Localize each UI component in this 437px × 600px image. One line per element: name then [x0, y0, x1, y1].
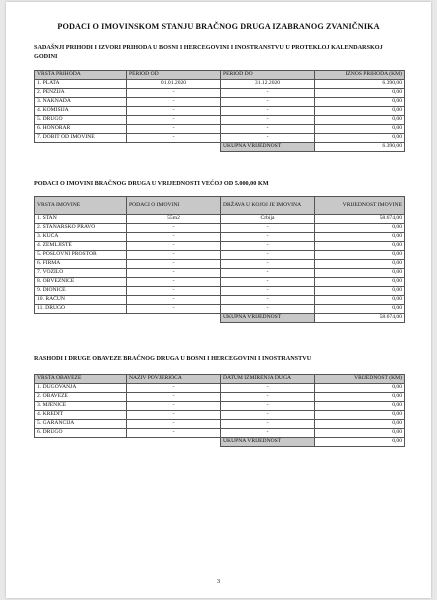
row-label: 7. VOZILO — [35, 269, 127, 278]
table-row — [35, 125, 405, 134]
property-table — [34, 196, 405, 323]
table-row — [35, 420, 405, 429]
column-header: PERIOD OD — [127, 71, 221, 80]
row-label: 5. POSLOVNI PROSTOR — [35, 251, 127, 260]
income-table — [34, 70, 405, 152]
property-value: 0,00 — [315, 287, 405, 296]
table-row — [35, 233, 405, 242]
column-header: NAZIV POVJERIOCA — [127, 375, 221, 384]
amount: 0,00 — [315, 116, 405, 125]
period-from: - — [127, 98, 221, 107]
table-row — [35, 402, 405, 411]
column-header: PODACI O IMOVINI — [127, 197, 221, 215]
property-value: 0,00 — [315, 278, 405, 287]
creditor-name: - — [127, 429, 221, 438]
property-country: - — [221, 251, 315, 260]
settlement-date: - — [221, 420, 315, 429]
expenses-table — [34, 374, 405, 447]
property-country: - — [221, 260, 315, 269]
table-row — [35, 251, 405, 260]
creditor-name: - — [127, 420, 221, 429]
row-label: 3. KUĆA — [35, 233, 127, 242]
page-number: 3 — [216, 578, 221, 585]
property-country: - — [221, 296, 315, 305]
expenses-heading: RASHODI I DRUGE OBAVEZE BRAČNOG DRUGA U BOSNI I HERCEGOVINI I INOSTRANSTVU — [34, 355, 312, 362]
settlement-date: - — [221, 393, 315, 402]
table-row — [35, 134, 405, 143]
table-row — [35, 107, 405, 116]
period-to: - — [221, 134, 315, 143]
property-details: - — [127, 251, 221, 260]
table-row — [35, 98, 405, 107]
property-country: - — [221, 269, 315, 278]
property-details: - — [127, 305, 221, 314]
period-from: - — [127, 89, 221, 98]
obligation-value: 0,00 — [315, 429, 405, 438]
obligation-value: 0,00 — [315, 393, 405, 402]
row-label: 9. DIONICE — [35, 287, 127, 296]
column-header: VRIJEDNOST (KM) — [315, 375, 405, 384]
row-label: 1. STAN — [35, 215, 127, 224]
property-value: 0,00 — [315, 224, 405, 233]
column-header: VRSTA OBAVEZE — [35, 375, 127, 384]
total-row — [35, 438, 405, 447]
table-row — [35, 89, 405, 98]
property-details: - — [127, 260, 221, 269]
row-label: 4. KOMISIJA — [35, 107, 127, 116]
property-country: Crbija — [221, 215, 315, 224]
property-country: - — [221, 233, 315, 242]
creditor-name: - — [127, 384, 221, 393]
amount: 6.390,00 — [315, 80, 405, 89]
row-label: 2. OBAVEZE — [35, 393, 127, 402]
property-value: 0,00 — [315, 242, 405, 251]
total-label: UKUPNA VRIJEDNOST — [221, 438, 315, 447]
total-row — [35, 143, 405, 152]
column-header: DATUM IZMIRENJA DUGA — [221, 375, 315, 384]
table-row — [35, 429, 405, 438]
total-value: 6.390,00 — [315, 143, 405, 152]
period-from: - — [127, 125, 221, 134]
property-heading: PODACI O IMOVINI BRAČNOG DRUGA U VRIJEDNOSTI VEĆOJ OD 5.000,00 KM — [34, 180, 269, 187]
period-to: - — [221, 107, 315, 116]
period-from: - — [127, 134, 221, 143]
property-details: - — [127, 296, 221, 305]
obligation-value: 0,00 — [315, 411, 405, 420]
settlement-date: - — [221, 384, 315, 393]
row-label: 2. PENZIJA — [35, 89, 127, 98]
total-label: UKUPNA VRIJEDNOST — [221, 143, 315, 152]
property-value: 0,00 — [315, 269, 405, 278]
property-details: - — [127, 233, 221, 242]
table-row — [35, 260, 405, 269]
period-from: 01.01.2020 — [127, 80, 221, 89]
page-title: PODACI O IMOVINSKOM STANJU BRAČNOG DRUGA IZABRANOG ZVANIČNIKA — [57, 22, 380, 31]
table-row — [35, 287, 405, 296]
total-label: UKUPNA VRIJEDNOST — [221, 314, 315, 323]
table-row — [35, 411, 405, 420]
obligation-value: 0,00 — [315, 384, 405, 393]
row-label: 3. MJENICE — [35, 402, 127, 411]
row-label: 5. GARANCIJA — [35, 420, 127, 429]
property-value: 0,00 — [315, 305, 405, 314]
table-row — [35, 80, 405, 89]
property-country: - — [221, 278, 315, 287]
property-value: 0,00 — [315, 233, 405, 242]
row-label: 4. ZEMLJIŠTE — [35, 242, 127, 251]
total-row — [35, 314, 405, 323]
property-details: - — [127, 242, 221, 251]
property-country: - — [221, 287, 315, 296]
period-to: - — [221, 98, 315, 107]
row-label: 1. PLATA — [35, 80, 127, 89]
row-label: 6. DRUGO — [35, 429, 127, 438]
total-value: 0,00 — [315, 438, 405, 447]
property-details: - — [127, 269, 221, 278]
row-label: 11. DRUGO — [35, 305, 127, 314]
property-value: 0,00 — [315, 296, 405, 305]
table-header-row — [35, 375, 405, 384]
amount: 0,00 — [315, 98, 405, 107]
property-country: - — [221, 242, 315, 251]
column-header: VRSTA PRIHODA — [35, 71, 127, 80]
total-value: 58.674,00 — [315, 314, 405, 323]
table-header-row — [35, 197, 405, 215]
property-country: - — [221, 305, 315, 314]
table-row — [35, 215, 405, 224]
obligation-value: 0,00 — [315, 402, 405, 411]
row-label: 10. RAČUN — [35, 296, 127, 305]
column-header: DRŽAVA U KOJOJ JE IMOVINA — [221, 197, 315, 215]
amount: 0,00 — [315, 89, 405, 98]
creditor-name: - — [127, 402, 221, 411]
table-row — [35, 296, 405, 305]
row-label: 6. HONORAR — [35, 125, 127, 134]
table-row — [35, 305, 405, 314]
row-label: 8. OBVEZNICE — [35, 278, 127, 287]
creditor-name: - — [127, 393, 221, 402]
property-value: 0,00 — [315, 260, 405, 269]
row-label: 2. STANARSKO PRAVO — [35, 224, 127, 233]
table-row — [35, 384, 405, 393]
obligation-value: 0,00 — [315, 420, 405, 429]
period-from: - — [127, 116, 221, 125]
property-value: 0,00 — [315, 251, 405, 260]
property-details: 55m2 — [127, 215, 221, 224]
row-label: 5. DRUGO — [35, 116, 127, 125]
amount: 0,00 — [315, 134, 405, 143]
table-row — [35, 269, 405, 278]
row-label: 4. KREDIT — [35, 411, 127, 420]
settlement-date: - — [221, 429, 315, 438]
property-value: 58.674,00 — [315, 215, 405, 224]
property-details: - — [127, 224, 221, 233]
table-row — [35, 278, 405, 287]
property-country: - — [221, 224, 315, 233]
period-to: - — [221, 116, 315, 125]
property-details: - — [127, 287, 221, 296]
table-row — [35, 393, 405, 402]
column-header: PERIOD DO — [221, 71, 315, 80]
settlement-date: - — [221, 411, 315, 420]
column-header: IZNOS PRIHODA (KM) — [315, 71, 405, 80]
period-to: 31.12.2020 — [221, 80, 315, 89]
row-label: 7. DOBIT OD IMOVINE — [35, 134, 127, 143]
table-row — [35, 242, 405, 251]
period-to: - — [221, 89, 315, 98]
row-label: 3. NAKNADA — [35, 98, 127, 107]
row-label: 1. DUGOVANJA — [35, 384, 127, 393]
document-page — [6, 2, 431, 598]
period-to: - — [221, 125, 315, 134]
column-header: VRIJEDNOST IMOVINE — [315, 197, 405, 215]
column-header: VRSTA IMOVINE — [35, 197, 127, 215]
table-row — [35, 116, 405, 125]
settlement-date: - — [221, 402, 315, 411]
table-header-row — [35, 71, 405, 80]
row-label: 6. FIRMA — [35, 260, 127, 269]
amount: 0,00 — [315, 125, 405, 134]
amount: 0,00 — [315, 107, 405, 116]
property-details: - — [127, 278, 221, 287]
period-from: - — [127, 107, 221, 116]
income-heading: SADAŠNJI PRIHODI I IZVORI PRIHODA U BOSNI I HERCEGOVINI I INOSTRANSTVU U PROTEKLOJ KALENDARSKOJ GODINI — [34, 44, 383, 60]
table-row — [35, 224, 405, 233]
creditor-name: - — [127, 411, 221, 420]
